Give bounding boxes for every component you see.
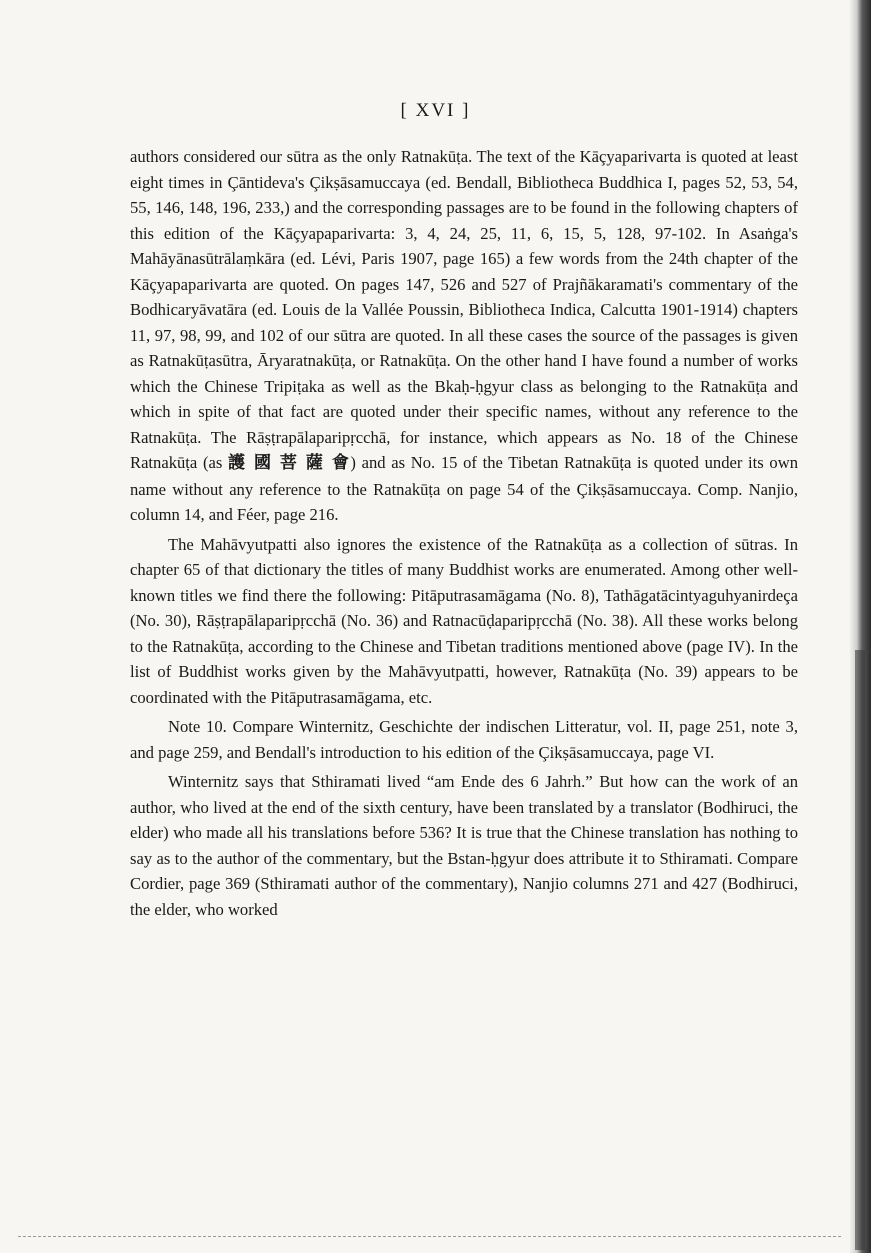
note-10: Note 10. Compare Winternitz, Geschichte der indischen Litteratur, vol. II, page 251, note 3, and page 259, and Bendall's introduction to his edition of the Çikṣāsamuccaya, page VI. bbox=[130, 717, 798, 762]
paragraph-1 bbox=[130, 144, 798, 528]
body-text bbox=[130, 144, 798, 922]
paragraph-4: Winternitz says that Sthiramati lived “am Ende des 6 Jahrh.” But how can the work of an author, who lived at the end of the sixth century, have been translated by a translator (Bodhiruci, the elder) who made all his translations before 536? It is true that the Chinese translation has nothing to say as to the author of the commentary, but the Bstan-ḥgyur does attribute it to Sthiramati. Compare Cordier, page 369 (Sthiramati author of the commentary), Nanjio columns 271 and 427 (Bodhiruci, the elder, who worked bbox=[130, 772, 798, 919]
running-head: [ XVI ] bbox=[400, 100, 471, 121]
page-edge-binding bbox=[855, 650, 865, 1250]
paragraph-1-text-b: ) and as No. 15 of the Tibetan Ratnakūṭa is quoted under its own name without any reference to the Ratnakūṭa on page 54 of the Çikṣāsamuccaya. Comp. Nanjio, column 14, and Féer, page 216. bbox=[130, 453, 798, 524]
paragraph-2: The Mahāvyutpatti also ignores the existence of the Ratnakūṭa as a collection of sūtras. In chapter 65 of that dictionary the titles of many Buddhist works are enumerated. Among other well-known titles we find there the following: Pitāputrasamāgama (No. 8), Tathāgatācintyaguhyanirdeça (No. 30), Rāṣṭrapālaparipṛcchā (No. 36) and Ratnacūḍaparipṛcchā (No. 38). All these works belong to the Ratnakūṭa, according to the Chinese and Tibetan traditions mentioned above (page IV). In the list of Buddhist works given by the Mahāvyutpatti, however, Ratnakūṭa (No. 39) appears to be coordinated with the Pitāputrasamāgama, etc. bbox=[130, 534, 798, 707]
paragraph-1-text-a: authors considered our sūtra as the only Ratnakūṭa. The text of the Kāçyaparivarta is quoted at least eight times in Çāntideva's Çikṣāsamuccaya (ed. Bendall, Bibliotheca Buddhica I, pages 52, 53, 54, 55, 146, 148, 196, 233,) and the corresponding passages are to be found in the following chapters of this edition of the Kāçyapaparivarta: 3, 4, 24, 25, 11, 6, 15, 5, 128, 97-102. In Asaṅga's Mahāyānasūtrālaṃkāra (ed. Lévi, Paris 1907, page 165) a few words from the 24th chapter of the Kāçyapaparivarta are quoted. On pages 147, 526 and 527 of Prajñākaramati's commentary of the Bodhicaryāvatāra (ed. Louis de la Vallée Poussin, Bibliotheca Indica, Calcutta 1901-1914) chapters 11, 97, 98, 99, and 102 of our sūtra are quoted. In all these cases the source of the passages is given as Ratnakūṭasūtra, Āryaratnakūṭa, or Ratnakūṭa. On the other hand I have found a number of works which the Chinese Tripiṭaka as well as the Bkaḥ-ḥgyur class as belonging to the Ratnakūṭa and which in spite of that fact are quoted under their specific names, without any reference to the Ratnakūṭa. The Rāṣṭrapālaparipṛcchā, for instance, which appears as No. 18 of the Chinese Ratnakūṭa (as bbox=[130, 147, 798, 472]
bottom-edge-line bbox=[18, 1236, 841, 1238]
chinese-title: 護 國 菩 薩 會 bbox=[227, 453, 351, 473]
